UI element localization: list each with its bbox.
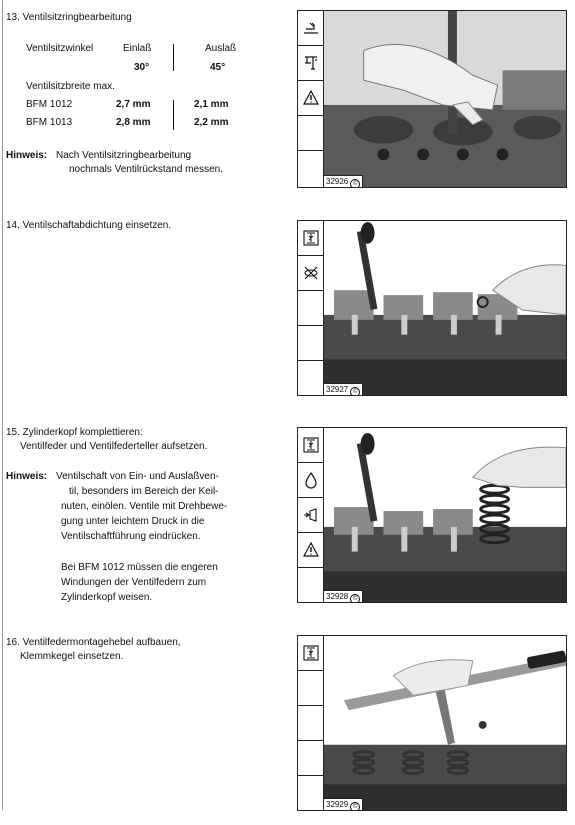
figure-32928: [297, 427, 567, 603]
figure-number: 32929: [326, 800, 349, 809]
figure-caption: [324, 383, 363, 395]
empty-icon-slot: [298, 671, 323, 706]
figure-caption: [324, 590, 363, 602]
warning-icon: [298, 81, 323, 116]
figure-32926: [297, 10, 567, 188]
exhaust-angle-value: 45°: [210, 62, 226, 73]
intake-width-value: 2,8 mm: [116, 117, 151, 128]
extra-note-text: Windungen der Ventilfedern zum: [61, 577, 207, 588]
figure-caption: [324, 798, 363, 810]
warning-icon: [298, 533, 323, 568]
step-16-subtitle: Klemmkegel einsetzen.: [20, 651, 124, 662]
note-text: til, besonders im Bereich der Keil-: [69, 486, 219, 497]
copyright-icon: ©: [350, 802, 360, 811]
column-divider: [173, 100, 174, 130]
intake-angle-value: 30°: [134, 62, 150, 73]
step-15-title: 15. Zylinderkopf komplettieren:: [6, 427, 143, 438]
empty-icon-slot: [298, 326, 323, 361]
photo-valve-stem-seal: [324, 221, 566, 395]
note-text: Ventilschaftführung eindrücken.: [61, 531, 201, 542]
oil-drop-icon: [298, 463, 323, 498]
engine-label: BFM 1013: [26, 117, 73, 128]
note-label: Hinweis:: [6, 150, 48, 161]
exhaust-width-value: 2,1 mm: [194, 99, 229, 110]
empty-icon-slot: [298, 151, 323, 188]
note-text: Nach Ventilsitzringbearbeitung: [56, 150, 192, 161]
extra-note-text: Bei BFM 1012 müssen die engeren: [61, 562, 218, 573]
assemble-icon: [298, 428, 323, 463]
step-14-title: 14. Ventilschaftabdichtung einsetzen.: [6, 220, 172, 231]
icon-column: [298, 428, 324, 602]
assemble-icon: [298, 221, 323, 256]
copyright-icon: ©: [350, 387, 360, 396]
note-text: Ventilschaft von Ein- und Auslaßven-: [56, 471, 219, 482]
caliper-icon: [298, 46, 323, 81]
figure-number: 32926: [326, 177, 349, 186]
seat-width-label: Ventilsitzbreite max.: [26, 81, 115, 92]
figure-number: 32927: [326, 385, 349, 394]
valve-seat-angle-label: Ventilsitzwinkel: [26, 43, 94, 54]
icon-column: [298, 11, 324, 187]
photo-valve-seat-machining: [324, 11, 566, 187]
column-divider: [173, 44, 174, 71]
note-text: nuten, einölen. Ventile mit Drehbewe-: [61, 501, 228, 512]
photo-valve-spring-lever: [324, 636, 566, 810]
press-icon: [298, 498, 323, 533]
figure-32929: [297, 635, 567, 811]
icon-column: [298, 221, 324, 395]
icon-column: [298, 636, 324, 810]
step-13-title: 13. Ventilsitzringbearbeitung: [6, 12, 132, 23]
empty-icon-slot: [298, 706, 323, 741]
empty-icon-slot: [298, 741, 323, 776]
page-margin-rule: [2, 0, 3, 810]
step-16-title: 16. Ventilfedermontagehebel aufbauen,: [6, 637, 181, 648]
exhaust-width-value: 2,2 mm: [194, 117, 229, 128]
engine-label: BFM 1012: [26, 99, 73, 110]
assemble-icon: [298, 636, 323, 671]
empty-icon-slot: [298, 361, 323, 396]
empty-icon-slot: [298, 568, 323, 603]
note-text: nochmals Ventilrückstand messen.: [69, 164, 223, 175]
empty-icon-slot: [298, 776, 323, 811]
machining-icon: [298, 11, 323, 46]
photo-valve-spring: [324, 428, 566, 602]
empty-icon-slot: [298, 291, 323, 326]
step-15-subtitle: Ventilfeder und Ventilfederteller aufsetzen.: [20, 441, 208, 452]
copyright-icon: ©: [350, 179, 360, 188]
intake-header: Einlaß: [123, 43, 152, 54]
replace-icon: [298, 256, 323, 291]
extra-note-text: Zylinderkopf weisen.: [61, 592, 153, 603]
figure-caption: [324, 175, 363, 187]
figure-number: 32928: [326, 592, 349, 601]
copyright-icon: ©: [350, 594, 360, 603]
note-label: Hinweis:: [6, 471, 48, 482]
figure-32927: [297, 220, 567, 396]
empty-icon-slot: [298, 116, 323, 151]
intake-width-value: 2,7 mm: [116, 99, 151, 110]
note-text: gung unter leichtem Druck in die: [61, 516, 205, 527]
exhaust-header: Auslaß: [205, 43, 237, 54]
